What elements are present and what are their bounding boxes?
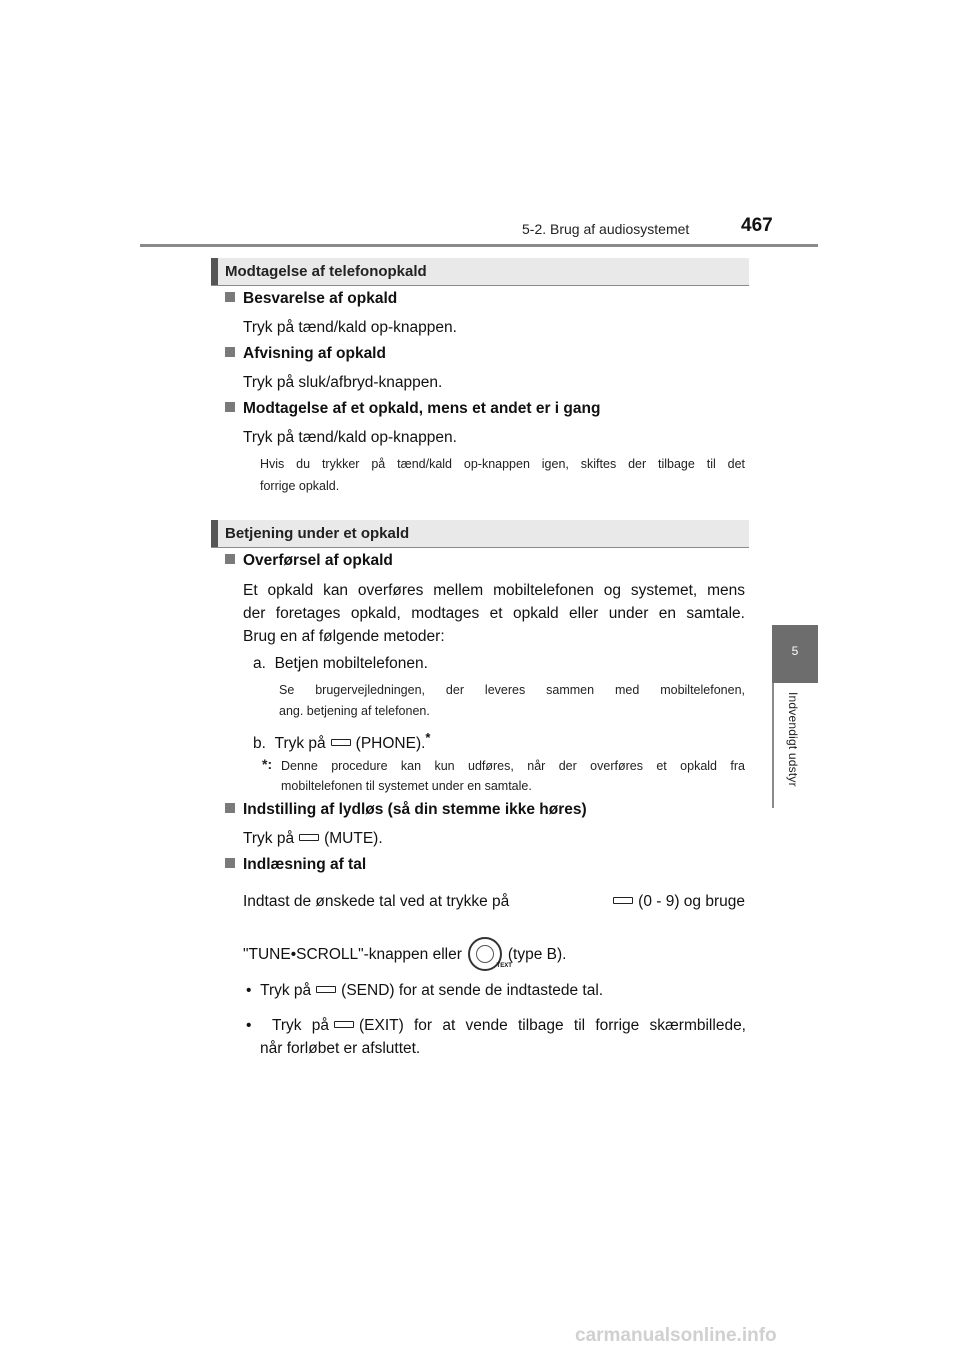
watermark: carmanualsonline.info	[575, 1325, 777, 1346]
subheading-mute: Indstilling af lydløs (så din stemme ikke høres)	[225, 801, 587, 819]
phone-button-icon	[331, 739, 351, 746]
item-a-note-line-2: ang. betjening af telefonen.	[279, 704, 430, 718]
footnote-mark: *:	[262, 756, 273, 772]
transfer-text-line-2: der foretages opkald, modtages et opkald eller under en samtale.	[243, 605, 745, 622]
asterisk-mark: *	[425, 730, 431, 745]
square-bullet-icon	[225, 803, 235, 813]
square-bullet-icon	[225, 292, 235, 302]
digit-button-icon	[613, 897, 633, 904]
chapter-tab-number: 5	[791, 644, 799, 658]
chapter-tab-label: Indvendigt udstyr	[786, 692, 800, 787]
bullet-exit-line-2: når forløbet er afsluttet.	[260, 1040, 421, 1057]
section-heading-operation	[211, 520, 749, 548]
footnote-line-1: Denne procedure kan kun udføres, når der overføres et opkald fra	[281, 759, 745, 773]
square-bullet-icon	[225, 347, 235, 357]
subheading-transfer: Overførsel af opkald	[225, 552, 393, 570]
send-button-icon	[316, 986, 336, 993]
section-heading-text: Betjening under et opkald	[225, 525, 410, 542]
page-number: 467	[741, 215, 773, 236]
square-bullet-icon	[225, 402, 235, 412]
during-call-text: Tryk på tænd/kald op-knappen.	[243, 429, 457, 446]
item-a-note-line-1: Se brugervejledningen, der leveres sammen med mobiltelefonen,	[279, 683, 745, 697]
mute-button-icon	[299, 834, 319, 841]
digits-text-line-2: "TUNE•SCROLL"-knappen eller TEXT (type B).	[243, 937, 745, 971]
mute-text: Tryk på (MUTE).	[243, 830, 383, 847]
running-header-title: 5-2. Brug af audiosystemet	[522, 221, 690, 237]
chapter-tab-rule	[772, 683, 774, 808]
list-item-a: a. Betjen mobiltelefonen.	[253, 655, 428, 672]
subheading-during-call: Modtagelse af et opkald, mens et andet er i gang	[225, 400, 600, 418]
during-call-note-line-1: Hvis du trykker på tænd/kald op-knappen igen, skiftes der tilbage til det	[260, 457, 745, 471]
square-bullet-icon	[225, 858, 235, 868]
bullet-send: • Tryk på (SEND) for at sende de indtastede tal.	[246, 982, 604, 999]
during-call-note-line-2: forrige opkald.	[260, 479, 340, 493]
transfer-text-line-1: Et opkald kan overføres mellem mobiltelefonen og systemet, mens	[243, 582, 745, 599]
subheading-digits: Indlæsning af tal	[225, 856, 366, 874]
section-heading-text: Modtagelse af telefonopkald	[225, 263, 427, 280]
list-item-b: b. Tryk på (PHONE).*	[253, 730, 431, 753]
subheading-answer: Besvarelse af opkald	[225, 290, 397, 308]
exit-button-icon	[334, 1021, 354, 1028]
header-rule	[140, 244, 818, 247]
reject-text: Tryk på sluk/afbryd-knappen.	[243, 374, 443, 391]
transfer-text-line-3: Brug en af følgende metoder:	[243, 628, 445, 645]
digits-text-line-1: Indtast de ønskede tal ved at trykke på (0 - 9) og bruge	[243, 893, 745, 910]
tune-scroll-knob-icon: TEXT	[468, 937, 502, 971]
square-bullet-icon	[225, 554, 235, 564]
section-heading-reception	[211, 258, 749, 286]
answer-text: Tryk på tænd/kald op-knappen.	[243, 319, 457, 336]
bullet-exit: • Tryk på (EXIT) for at vende tilbage til forrige skærmbillede,	[246, 1017, 746, 1034]
subheading-reject: Afvisning af opkald	[225, 345, 386, 363]
footnote-line-2: mobiltelefonen til systemet under en samtale.	[281, 779, 532, 793]
chapter-tab	[772, 625, 818, 683]
